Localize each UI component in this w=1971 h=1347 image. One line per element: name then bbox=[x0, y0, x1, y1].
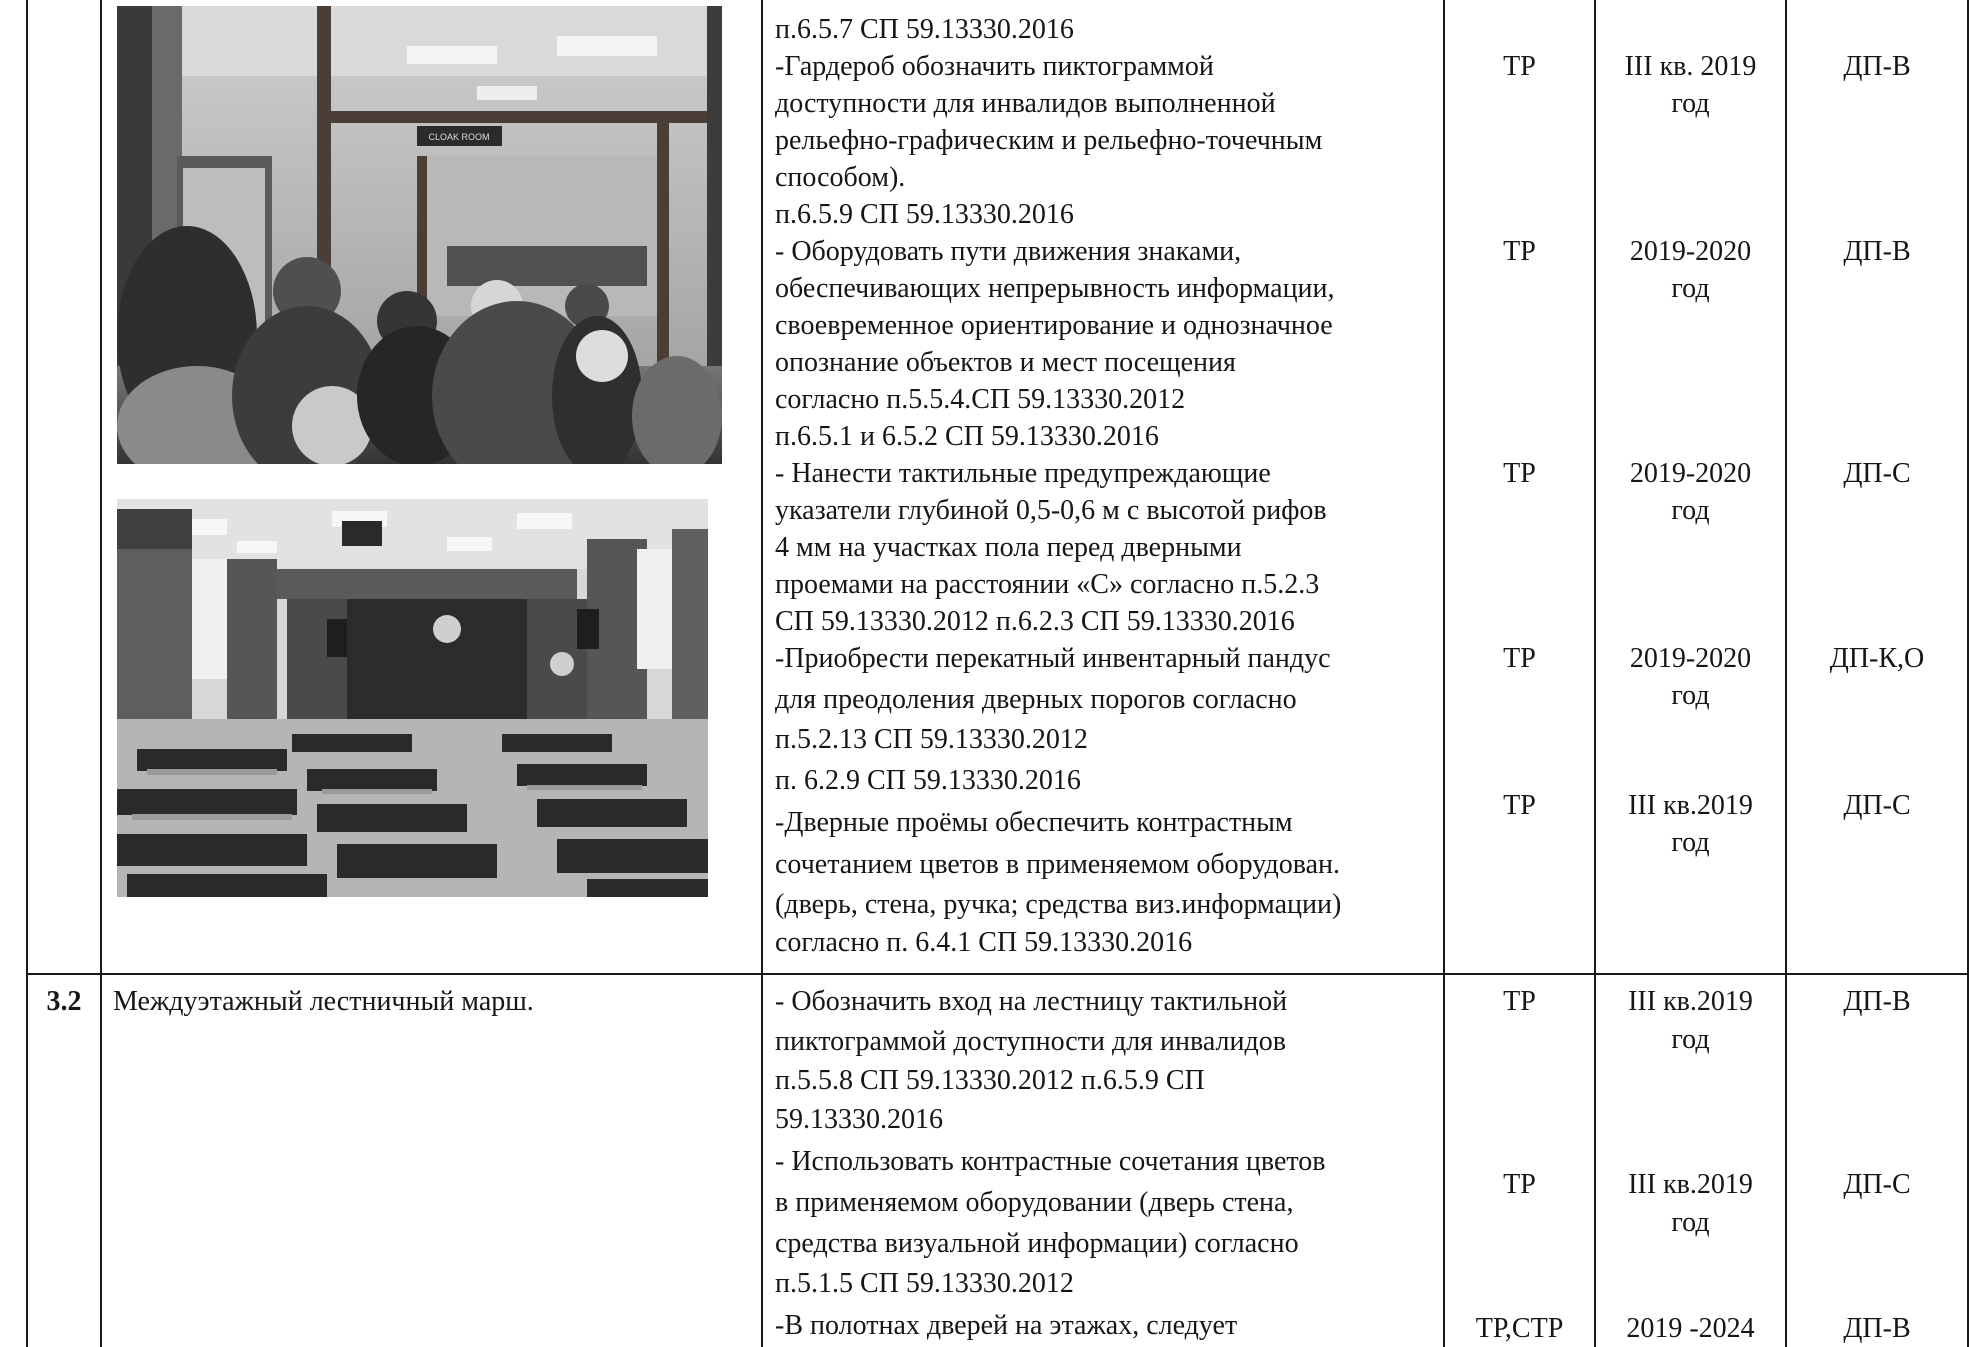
category-cell: ДП-В bbox=[1843, 986, 1911, 1017]
deadline-cell: 2019-2020 bbox=[1629, 236, 1752, 267]
category-cell: ДП-В bbox=[1843, 1313, 1911, 1344]
executor-cell: ТР bbox=[1503, 790, 1536, 821]
deadline-cell: III кв.2019 bbox=[1628, 986, 1753, 1017]
row-number: 3.2 bbox=[46, 986, 82, 1017]
photo-cloakroom bbox=[117, 6, 722, 464]
measure-text-line: проемами на расстоянии «С» согласно п.5.2.3 bbox=[775, 569, 1320, 600]
measure-text-line: способом). bbox=[775, 162, 906, 193]
category-cell: ДП-С bbox=[1843, 458, 1911, 489]
col-divider-element bbox=[761, 0, 763, 1347]
cloakroom-photo-image bbox=[117, 6, 722, 464]
measure-text-line: п.5.5.8 СП 59.13330.2012 п.6.5.9 СП bbox=[775, 1065, 1205, 1096]
row-divider bbox=[26, 973, 1969, 975]
cloak-room-sign: CLOAK ROOM bbox=[428, 132, 490, 142]
category-cell: ДП-С bbox=[1843, 790, 1911, 821]
deadline-cell: год bbox=[1671, 680, 1710, 711]
photo-assembly-hall bbox=[117, 499, 708, 897]
deadline-cell: год bbox=[1671, 827, 1710, 858]
measure-text-line: опознание объектов и мест посещения bbox=[775, 347, 1236, 378]
measure-text-line: -Дверные проёмы обеспечить контрастным bbox=[775, 807, 1293, 838]
measure-text-line: п. 6.2.9 СП 59.13330.2016 bbox=[775, 765, 1081, 796]
measure-text-line: средства визуальной информации) согласно bbox=[775, 1228, 1299, 1259]
deadline-cell: III кв.2019 bbox=[1628, 1169, 1753, 1200]
measure-text-line: -В полотнах дверей на этажах, следует bbox=[775, 1310, 1238, 1341]
measure-text-line: СП 59.13330.2012 п.6.2.3 СП 59.13330.2016 bbox=[775, 606, 1295, 637]
executor-cell: ТР bbox=[1503, 1169, 1536, 1200]
measure-text-line: 4 мм на участках пола перед дверными bbox=[775, 532, 1242, 563]
deadline-cell: III кв. 2019 bbox=[1624, 51, 1757, 82]
measure-text-line: доступности для инвалидов выполненной bbox=[775, 88, 1276, 119]
deadline-cell: год bbox=[1671, 273, 1710, 304]
measure-text-line: п.5.2.13 СП 59.13330.2012 bbox=[775, 724, 1088, 755]
deadline-cell: 2019-2020 bbox=[1629, 643, 1752, 674]
table-right-border bbox=[1967, 0, 1969, 1347]
measure-text-line: (дверь, стена, ручка; средства виз.информации) bbox=[775, 889, 1342, 920]
measure-text-line: своевременное ориентирование и однозначное bbox=[775, 310, 1333, 341]
measure-text-line: -Гардероб обозначить пиктограммой bbox=[775, 51, 1214, 82]
measure-text-line: согласно п. 6.4.1 СП 59.13330.2016 bbox=[775, 927, 1193, 958]
measure-text-line: п.6.5.1 и 6.5.2 СП 59.13330.2016 bbox=[775, 421, 1159, 452]
measure-text-line: рельефно-графическим и рельефно-точечным bbox=[775, 125, 1323, 156]
executor-cell: ТР bbox=[1503, 986, 1536, 1017]
deadline-cell: год bbox=[1671, 88, 1710, 119]
measure-text-line: -Приобрести перекатный инвентарный пандус bbox=[775, 643, 1331, 674]
row-element-name: Междуэтажный лестничный марш. bbox=[113, 986, 534, 1017]
executor-cell: ТР bbox=[1503, 236, 1536, 267]
table-left-border bbox=[26, 0, 28, 1347]
measure-text-line: - Нанести тактильные предупреждающие bbox=[775, 458, 1271, 489]
deadline-cell: год bbox=[1671, 1207, 1710, 1238]
executor-cell: ТР bbox=[1503, 458, 1536, 489]
executor-cell: ТР bbox=[1503, 643, 1536, 674]
measure-text-line: пиктограммой доступности для инвалидов bbox=[775, 1026, 1286, 1057]
measure-text-line: 59.13330.2016 bbox=[775, 1104, 943, 1135]
measure-text-line: п.6.5.9 СП 59.13330.2016 bbox=[775, 199, 1074, 230]
deadline-cell: год bbox=[1671, 1024, 1710, 1055]
measure-text-line: - Использовать контрастные сочетания цветов bbox=[775, 1146, 1326, 1177]
deadline-cell: 2019-2020 bbox=[1629, 458, 1752, 489]
measure-text-line: п.5.1.5 СП 59.13330.2012 bbox=[775, 1268, 1074, 1299]
deadline-cell: год bbox=[1671, 495, 1710, 526]
measure-text-line: для преодоления дверных порогов согласно bbox=[775, 684, 1297, 715]
deadline-cell: 2019 -2024 bbox=[1626, 1313, 1755, 1344]
category-cell: ДП-В bbox=[1843, 236, 1911, 267]
measure-text-line: в применяемом оборудовании (дверь стена, bbox=[775, 1187, 1294, 1218]
executor-cell: ТР bbox=[1503, 51, 1536, 82]
deadline-cell: III кв.2019 bbox=[1628, 790, 1753, 821]
executor-cell: ТР,СТР bbox=[1475, 1313, 1564, 1344]
measure-text-line: сочетанием цветов в применяемом оборудован. bbox=[775, 849, 1341, 880]
measure-text-line: - Обозначить вход на лестницу тактильной bbox=[775, 986, 1288, 1017]
measure-text-line: п.6.5.7 СП 59.13330.2016 bbox=[775, 14, 1074, 45]
col-divider-number bbox=[100, 0, 102, 1347]
category-cell: ДП-В bbox=[1843, 51, 1911, 82]
category-cell: ДП-С bbox=[1843, 1169, 1911, 1200]
measure-text-line: согласно п.5.5.4.СП 59.13330.2012 bbox=[775, 384, 1186, 415]
measure-text-line: указатели глубиной 0,5-0,6 м с высотой рифов bbox=[775, 495, 1327, 526]
measure-text-line: обеспечивающих непрерывность информации, bbox=[775, 273, 1335, 304]
category-cell: ДП-К,О bbox=[1829, 643, 1925, 674]
assembly-hall-photo-image bbox=[117, 499, 708, 897]
measure-text-line: - Оборудовать пути движения знаками, bbox=[775, 236, 1242, 267]
